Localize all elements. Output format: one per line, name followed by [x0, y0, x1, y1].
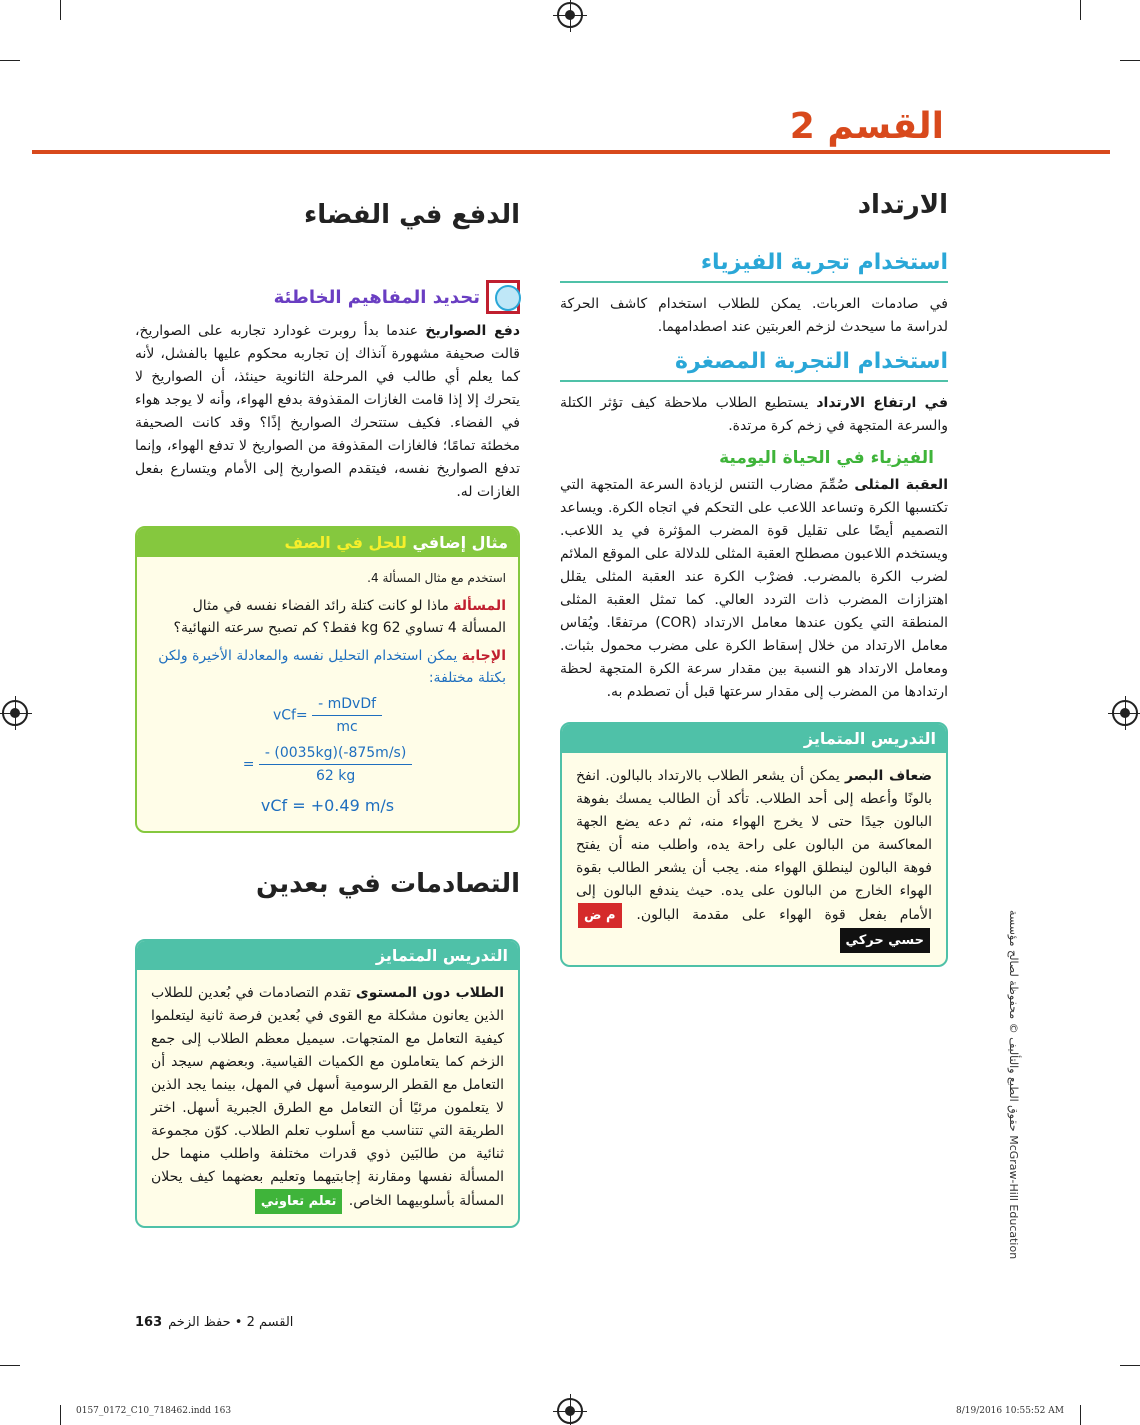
subsection-mini-lab: استخدام التجربة المصغرة [560, 349, 948, 382]
registration-mark-icon [2, 700, 28, 726]
example-header: مثال إضافي للحل في الصف [137, 528, 518, 557]
crop-mark [0, 1365, 20, 1366]
identify-misconceptions-header [135, 280, 520, 314]
physics-lab-body: في صادمات العربات. يمكن للطلاب استخدام كاشف الحركة لدراسة ما سيحدث لزخم العربتين عند اصطدامهما. [560, 296, 948, 335]
crop-mark [1120, 1365, 1140, 1366]
crop-mark [1120, 60, 1140, 61]
right-column [560, 190, 948, 967]
chapter-rule [32, 150, 1110, 154]
footer-label: القسم 2 • حفظ الزخم [168, 1315, 294, 1330]
copyright-side-text: حقوق الطبع والتأليف © محفوظة لصالح مؤسسة McGraw-Hill Education [1007, 910, 1020, 1260]
section-title-recoil: الارتداد [857, 190, 948, 220]
crop-mark [60, 0, 61, 20]
example-body [137, 557, 518, 831]
crop-mark [1080, 1405, 1081, 1425]
box-body: ضعاف البصر يمكن أن يشعر الطلاب بالارتداد بالبالون. انفخ بالونًا وأعطه إلى أحد الطلاب. تأكد أن الطالب يمسك بفوهة البالون جيدًا حتى لا يخرج الهواء منه، ثم دعه يضع الجهة المعاكسة من البالون على راحة يده، واطلب منه أن يفتح فوهة البالون لينطلق الهواء منه. يجب أن يشعر الطالب بقوة الهواء الخارج من البالون على يده. حيث يندفع البالون إلى الأمام بفعل قوة الهواء على مقدمة البالون. م ض حسي حركي [562, 753, 946, 965]
registration-mark-icon [557, 2, 583, 28]
differentiated-instruction-box-2 [135, 939, 520, 1228]
chip-kinesthetic: حسي حركي [840, 928, 930, 953]
subsection-physics-lab: استخدام تجربة الفيزياء [560, 250, 948, 283]
mini-lab-body: في ارتفاع الارتداد يستطيع الطلاب ملاحظة كيف تؤثر الكتلة والسرعة المتجهة في زخم كرة مرتدة. [560, 395, 949, 434]
chip-low-vision: م ض [578, 903, 622, 928]
additional-example-box [135, 526, 520, 833]
left-column [135, 200, 520, 1228]
example-problem: المسألة ماذا لو كانت كتلة رائد الفضاء نفسه في مثال المسألة 4 تساوي 62 kg فقط؟ كم تصبح سرعته النهائية؟ [173, 598, 506, 636]
chip-cooperative-learning: تعلم تعاوني [255, 1189, 342, 1214]
equation-3: vCf = +0.49 m/s [260, 796, 395, 815]
physics-in-life-body: العقبة المثلى صُمِّمَ مضارب التنس لزيادة السرعة المتجهة التي تكتسبها الكرة وتساعد اللاعب على التحكم في اتجاه الكرة. ويساعد التصميم أيضًا على تقليل قوة المضرب المؤثرة في يد اللاعب. ويستخدم اللاعبون مصطلح العقبة المثلى للدلالة على الموقع الملائم لضرب الكرة بالمضرب. فضرْب الكرة عند العقبة المثلى يقلل اهتزازات المضرب ذات التردد العالي. كما تمثل العقبة المثلى المنطقة التي يكون عندها معامل الارتداد (COR) مرتفعًا. ويُقاس معامل الارتداد من خلال إسقاط الكرة على مضرب محمول بثبات. ومعامل الارتداد هو النسبة بين مقدار سرعة الكرة المتجهة لحظة ارتدادها من المضرب إلى مقدار سرعتها قبل أن تصطدم به. [560, 477, 948, 700]
box-body: الطلاب دون المستوى تقدم التصادمات في بُعدين للطلاب الذين يعانون مشكلة مع القوى في بُعدين فرصة ثانية ليتعلموا كيفية التعامل مع المتجهات. سيميل معظم الطلاب إلى جمع الزخم كما يتعاملون مع الكميات القياسية. وبعضهم سيجد أن التعامل مع القطر الرسومية أسهل في المهل، بينما يجد الذين لا يتعلمون مرئيًا أن التعامل مع الطرق الجبرية أسهل. اختر الطريقة التي تتناسب مع أسلوب تعلم الطلاب. كوّن مجموعة ثنائية من طالبَين ذوي قدرات مختلفة واطلب منهما حل المسألة نفسها ومقارنة إجابتيهما وتعليم بعضهما كيف يحلان المسألة بأسلوبيهما الخاص. تعلم تعاوني [137, 970, 518, 1226]
example-answer: الإجابة يمكن استخدام التحليل نفسه والمعادلة الأخيرة ولكن بكتلة مختلفة: [158, 648, 506, 686]
crop-mark [60, 1405, 61, 1425]
registration-mark-icon [1112, 700, 1138, 726]
crop-mark [1080, 0, 1081, 20]
physics-in-life-title: الفيزياء في الحياة اليومية [719, 448, 934, 468]
section-title-propulsion: الدفع في الفضاء [304, 200, 520, 230]
magnifier-icon [486, 280, 520, 314]
differentiated-instruction-box [560, 722, 948, 967]
identify-misconceptions-body: دفع الصواريخ عندما بدأ روبرت غودارد تجاربه على الصواريخ، قالت صحيفة مشهورة آنذاك إن تجاربه محكوم عليها بالفشل، لأنه كما يعلم أي طالب في المرحلة الثانوية حينئذ، أن الصواريخ لا يتحرك إلا إذا قامت الغازات المقذوفة بدفع الهواء، وأنه لا يوجد هواء في الفضاء. فكيف ستتحرك الصواريخ إذًا؟ وقد كانت الصحيفة مخطئة تمامًا؛ فالغازات المقذوفة من الصواريخ لا تدفع الهواء، وإنما تدفع الصواريخ نفسه، فيتقدم الصواريخ إلى الأمام ويتسارع بفعل الغازات له. [135, 323, 520, 500]
crop-mark [0, 60, 20, 61]
section-title-2d-collisions: التصادمات في بعدين [255, 869, 520, 899]
registration-mark-icon [557, 1398, 583, 1424]
file-slug: 0157_0172_C10_718462.indd 163 [76, 1406, 232, 1416]
date-slug: 8/19/2016 10:55:52 AM [955, 1406, 1064, 1416]
page-number: 163 [135, 1315, 163, 1330]
box-header: التدريس المتمايز [562, 724, 946, 753]
equation-1: vCf= $\frac{\text{- mDvDf}}{mc}$ [149, 693, 506, 738]
page-footer [135, 1315, 293, 1330]
equation-2: = $\frac{- (0035kg)(-875m/s)}{62 kg}$ [149, 742, 506, 787]
chapter-title: القسم 2 [789, 106, 944, 147]
box-header: التدريس المتمايز [137, 941, 518, 970]
identify-misconceptions-title: تحديد المفاهيم الخاطئة [273, 286, 480, 308]
example-intro: استخدم مع مثال المسألة 4. [367, 571, 506, 585]
